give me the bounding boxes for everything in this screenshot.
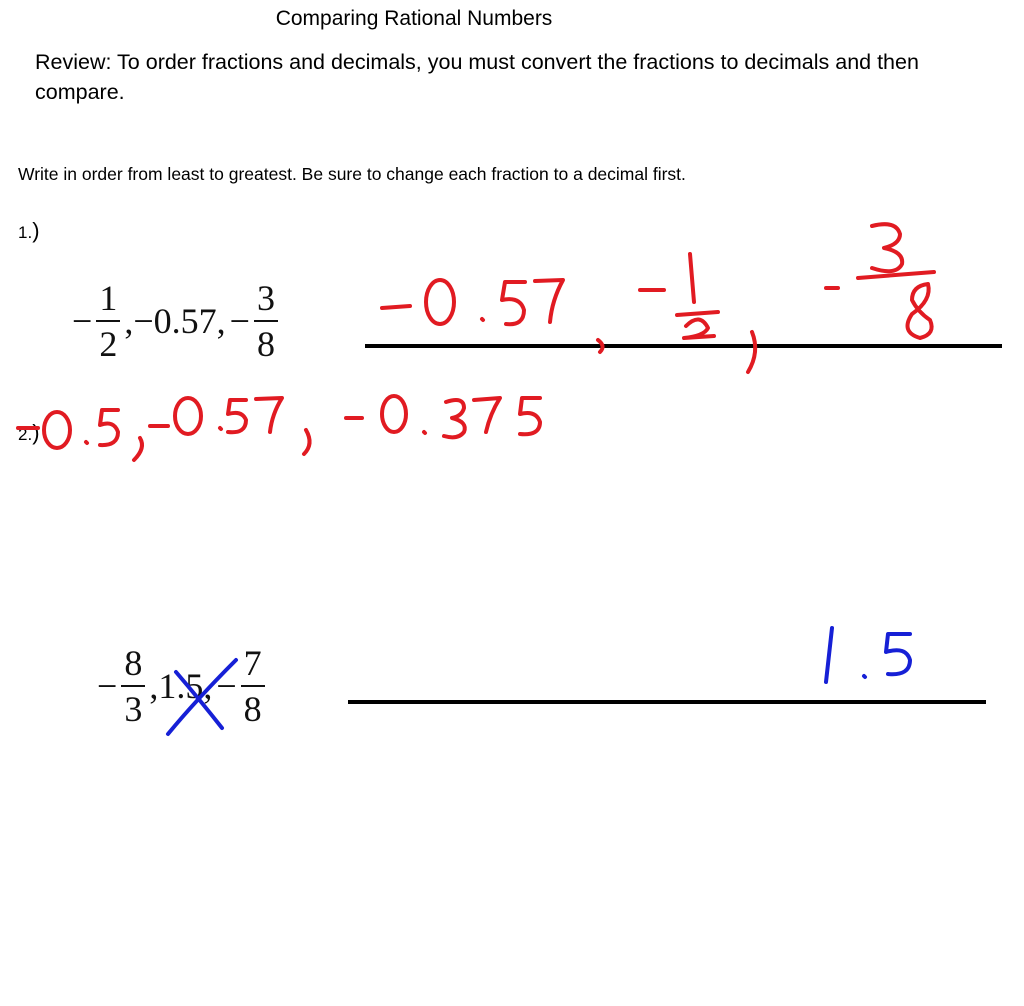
problem-1-middle-term: ,−0.57, (124, 301, 226, 341)
instructions-text: Write in order from least to greatest. Be sure to change each fraction to a decimal first. (18, 164, 686, 184)
problem-2-sign-2: − (216, 666, 237, 706)
problem-2-sign-1: − (97, 666, 118, 706)
problem-1-sign-1: − (72, 301, 93, 341)
problem-2-handwritten-answer (826, 628, 910, 682)
problem-1-handwritten-answer (382, 224, 934, 372)
page-title: Comparing Rational Numbers (275, 7, 553, 30)
problem-1-fraction-1: $\frac{1}{2}$ (96, 280, 120, 362)
problem-1-number: 1.) (18, 218, 40, 243)
problem-2-middle-term: ,1.5, (149, 666, 213, 706)
problem-2-cross-out-mark (168, 660, 236, 734)
problem-1-sign-2: − (229, 301, 250, 341)
problem-2-fraction-1: $\frac{8}{3}$ (121, 645, 145, 727)
problem-2-fraction-2: $\frac{7}{8}$ (241, 645, 265, 727)
problem-2-number: 2.) (18, 420, 40, 445)
problem-1-fraction-2: $\frac{3}{8}$ (254, 280, 278, 362)
review-text: Review: To order fractions and decimals, you must convert the fractions to decimals and then compare. (35, 50, 919, 104)
problem-1-handwritten-work (18, 396, 540, 460)
